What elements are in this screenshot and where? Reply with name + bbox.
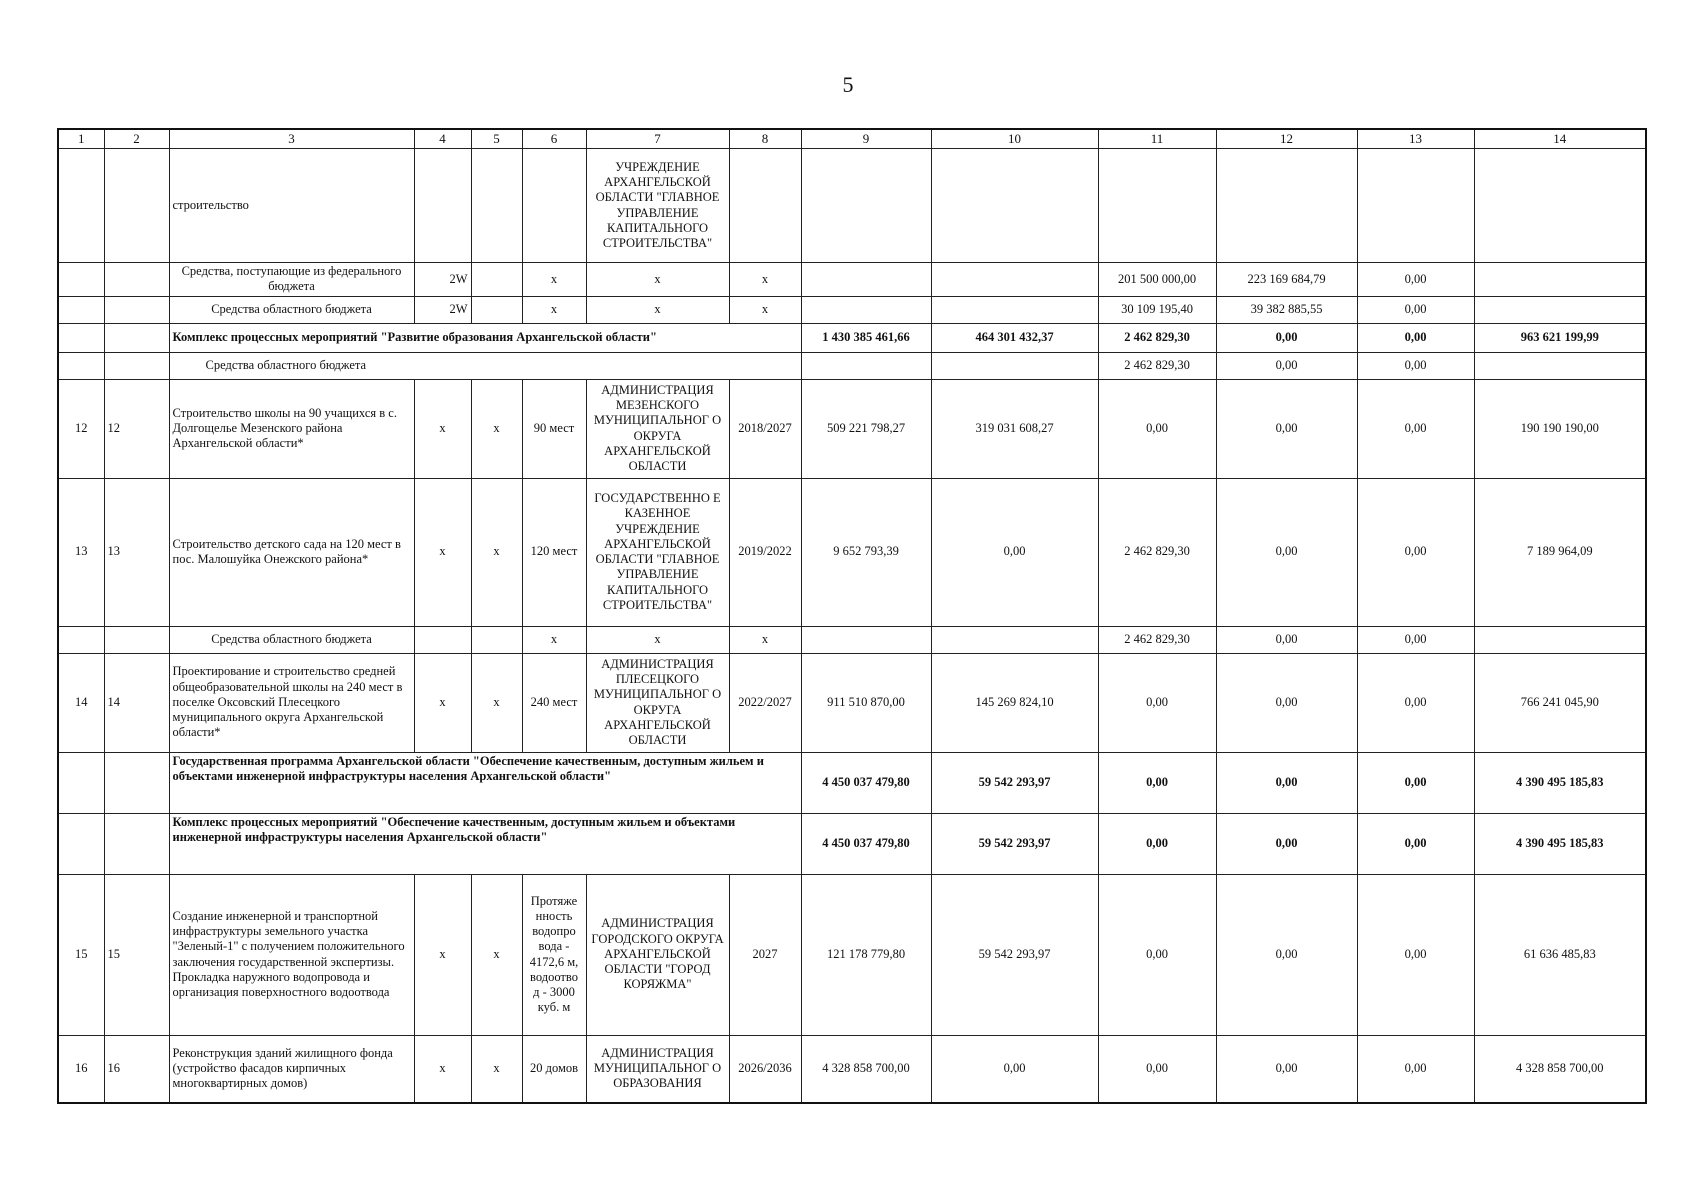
cell-col11: 30 109 195,40 [1098, 296, 1216, 323]
cell-capacity: 120 мест [522, 478, 586, 626]
cell-col13: 0,00 [1357, 352, 1474, 379]
cell-col12: 0,00 [1216, 813, 1357, 874]
col-header: 4 [414, 129, 471, 149]
responsible-org: x [586, 296, 729, 323]
col-header: 7 [586, 129, 729, 149]
cell-col9: 509 221 798,27 [801, 379, 931, 478]
cell-col11: 0,00 [1098, 752, 1216, 813]
cell-x: x [471, 653, 522, 752]
cell-col10: 319 031 608,27 [931, 379, 1098, 478]
cell-number: 13 [58, 478, 104, 626]
table-row [58, 874, 1646, 1035]
cell-col9: 121 178 779,80 [801, 874, 931, 1035]
cell-col14: 4 390 495 185,83 [1474, 813, 1646, 874]
cell-col10: 0,00 [931, 1035, 1098, 1103]
cell-period: x [729, 626, 801, 653]
cell-col12: 0,00 [1216, 379, 1357, 478]
row-description: строительство [169, 149, 414, 263]
col-header: 9 [801, 129, 931, 149]
budget-table [57, 128, 1647, 1104]
cell-col11: 2 462 829,30 [1098, 323, 1216, 352]
cell-col14: 963 621 199,99 [1474, 323, 1646, 352]
table-row [58, 323, 1646, 352]
row-description: Средства областного бюджета [169, 352, 801, 379]
col-header: 5 [471, 129, 522, 149]
cell-code: 2W [414, 263, 471, 297]
cell-col12: 0,00 [1216, 1035, 1357, 1103]
row-description: Реконструкция зданий жилищного фонда (устройство фасадов кирпичных многоквартирных домов) [169, 1035, 414, 1103]
cell-col9: 1 430 385 461,66 [801, 323, 931, 352]
col-header: 10 [931, 129, 1098, 149]
cell-col14: 61 636 485,83 [1474, 874, 1646, 1035]
cell-col10: 59 542 293,97 [931, 752, 1098, 813]
cell-col13: 0,00 [1357, 874, 1474, 1035]
cell-x: x [414, 379, 471, 478]
col-header: 14 [1474, 129, 1646, 149]
cell-col13: 0,00 [1357, 379, 1474, 478]
table-row [58, 626, 1646, 653]
cell-x: x [471, 1035, 522, 1103]
cell-col13: 0,00 [1357, 263, 1474, 297]
cell-col14: 190 190 190,00 [1474, 379, 1646, 478]
cell-col13: 0,00 [1357, 752, 1474, 813]
cell-x: x [414, 874, 471, 1035]
cell-col9: 4 328 858 700,00 [801, 1035, 931, 1103]
cell-col13: 0,00 [1357, 478, 1474, 626]
col-header: 2 [104, 129, 169, 149]
table-row [58, 752, 1646, 813]
cell-col12: 0,00 [1216, 752, 1357, 813]
cell-x: x [471, 379, 522, 478]
cell-col12: 39 382 885,55 [1216, 296, 1357, 323]
cell-number: 15 [104, 874, 169, 1035]
cell-col11: 2 462 829,30 [1098, 478, 1216, 626]
responsible-org: АДМИНИСТРАЦИЯ ПЛЕСЕЦКОГО МУНИЦИПАЛЬНОГ О ОКРУГА АРХАНГЕЛЬСКОЙ ОБЛАСТИ [586, 653, 729, 752]
cell-capacity: 90 мест [522, 379, 586, 478]
row-description: Строительство детского сада на 120 мест в пос. Малошуйка Онежского района* [169, 478, 414, 626]
cell-number: 13 [104, 478, 169, 626]
cell-col10: 59 542 293,97 [931, 874, 1098, 1035]
cell-number: 12 [58, 379, 104, 478]
cell-period: 2022/2027 [729, 653, 801, 752]
cell-col10: 59 542 293,97 [931, 813, 1098, 874]
cell-x: x [471, 478, 522, 626]
cell-col10: 145 269 824,10 [931, 653, 1098, 752]
cell-number: 16 [58, 1035, 104, 1103]
cell-col13: 0,00 [1357, 813, 1474, 874]
cell-col11: 2 462 829,30 [1098, 626, 1216, 653]
cell-col12: 0,00 [1216, 323, 1357, 352]
cell-col11: 0,00 [1098, 379, 1216, 478]
responsible-org: АДМИНИСТРАЦИЯ МУНИЦИПАЛЬНОГ О ОБРАЗОВАНИЯ [586, 1035, 729, 1103]
cell-x: x [414, 1035, 471, 1103]
cell-col9: 911 510 870,00 [801, 653, 931, 752]
cell-number: 12 [104, 379, 169, 478]
cell-col11: 0,00 [1098, 1035, 1216, 1103]
responsible-org: УЧРЕЖДЕНИЕ АРХАНГЕЛЬСКОЙ ОБЛАСТИ "ГЛАВНОЕ УПРАВЛЕНИЕ КАПИТАЛЬНОГО СТРОИТЕЛЬСТВА" [586, 149, 729, 263]
table-row [58, 149, 1646, 263]
table-row [58, 379, 1646, 478]
table-row [58, 296, 1646, 323]
responsible-org: АДМИНИСТРАЦИЯ ГОРОДСКОГО ОКРУГА АРХАНГЕЛЬСКОЙ ОБЛАСТИ "ГОРОД КОРЯЖМА" [586, 874, 729, 1035]
cell-number: 14 [104, 653, 169, 752]
cell-capacity: 240 мест [522, 653, 586, 752]
cell-col14: 4 390 495 185,83 [1474, 752, 1646, 813]
cell-col11: 0,00 [1098, 874, 1216, 1035]
cell-col10: 464 301 432,37 [931, 323, 1098, 352]
cell-col13: 0,00 [1357, 653, 1474, 752]
cell-col10: 0,00 [931, 478, 1098, 626]
row-description: Создание инженерной и транспортной инфраструктуры земельного участка "Зеленый-1" с получением положительного заключения государственной экспертизы. Прокладка наружного водопровода и организация поверхностного водоотвода [169, 874, 414, 1035]
cell-col11: 0,00 [1098, 813, 1216, 874]
table-row [58, 263, 1646, 297]
responsible-org: АДМИНИСТРАЦИЯ МЕЗЕНСКОГО МУНИЦИПАЛЬНОГ О ОКРУГА АРХАНГЕЛЬСКОЙ ОБЛАСТИ [586, 379, 729, 478]
section-title: Комплекс процессных мероприятий "Развитие образования Архангельской области" [169, 323, 801, 352]
cell-col14: 766 241 045,90 [1474, 653, 1646, 752]
cell-col11: 0,00 [1098, 653, 1216, 752]
cell-capacity: Протяже нность водопро вода - 4172,6 м, водоотво д - 3000 куб. м [522, 874, 586, 1035]
col-header: 12 [1216, 129, 1357, 149]
cell-x: x [471, 874, 522, 1035]
table-row [58, 653, 1646, 752]
cell-period: 2026/2036 [729, 1035, 801, 1103]
row-description: Средства, поступающие из федерального бюджета [169, 263, 414, 297]
row-description: Средства областного бюджета [169, 296, 414, 323]
cell-col12: 0,00 [1216, 352, 1357, 379]
cell-col12: 223 169 684,79 [1216, 263, 1357, 297]
col-header: 1 [58, 129, 104, 149]
row-description: Средства областного бюджета [169, 626, 414, 653]
cell-period: 2018/2027 [729, 379, 801, 478]
cell-x: x [414, 653, 471, 752]
table-row [58, 813, 1646, 874]
section-title: Государственная программа Архангельской области "Обеспечение качественным, доступным жильем и объектами инженерной инфраструктуры населения Архангельской области" [169, 752, 801, 813]
cell-col12: 0,00 [1216, 626, 1357, 653]
cell-period: x [729, 296, 801, 323]
cell-col9: 9 652 793,39 [801, 478, 931, 626]
responsible-org: ГОСУДАРСТВЕННО Е КАЗЕННОЕ УЧРЕЖДЕНИЕ АРХАНГЕЛЬСКОЙ ОБЛАСТИ "ГЛАВНОЕ УПРАВЛЕНИЕ КАПИТАЛЬНОГО СТРОИТЕЛЬСТВА" [586, 478, 729, 626]
table-row [58, 478, 1646, 626]
col-header: 11 [1098, 129, 1216, 149]
cell-capacity: x [522, 263, 586, 297]
cell-col12: 0,00 [1216, 653, 1357, 752]
cell-number: 14 [58, 653, 104, 752]
cell-capacity: x [522, 626, 586, 653]
cell-col9: 4 450 037 479,80 [801, 752, 931, 813]
row-description: Строительство школы на 90 учащихся в с. Долгощелье Мезенского района Архангельской области* [169, 379, 414, 478]
cell-period: 2027 [729, 874, 801, 1035]
row-description: Проектирование и строительство средней общеобразовательной школы на 240 мест в поселке Оксовский Плесецкого муниципального округа Архангельской области* [169, 653, 414, 752]
cell-col11: 2 462 829,30 [1098, 352, 1216, 379]
cell-capacity: x [522, 296, 586, 323]
cell-col13: 0,00 [1357, 1035, 1474, 1103]
cell-col13: 0,00 [1357, 296, 1474, 323]
cell-col9: 4 450 037 479,80 [801, 813, 931, 874]
cell-col13: 0,00 [1357, 323, 1474, 352]
section-title: Комплекс процессных мероприятий "Обеспечение качественным, доступным жильем и объектами инженерной инфраструктуры населения Архангельской области" [169, 813, 801, 874]
col-header: 13 [1357, 129, 1474, 149]
cell-number: 15 [58, 874, 104, 1035]
cell-col14: 7 189 964,09 [1474, 478, 1646, 626]
cell-period: 2019/2022 [729, 478, 801, 626]
header-row [58, 129, 1646, 149]
col-header: 6 [522, 129, 586, 149]
table-row [58, 352, 1646, 379]
table-row [58, 1035, 1646, 1103]
col-header: 3 [169, 129, 414, 149]
responsible-org: x [586, 626, 729, 653]
cell-col12: 0,00 [1216, 478, 1357, 626]
cell-col11: 201 500 000,00 [1098, 263, 1216, 297]
cell-col14: 4 328 858 700,00 [1474, 1035, 1646, 1103]
cell-x: x [414, 478, 471, 626]
cell-col12: 0,00 [1216, 874, 1357, 1035]
cell-number: 16 [104, 1035, 169, 1103]
cell-capacity: 20 домов [522, 1035, 586, 1103]
cell-col13: 0,00 [1357, 626, 1474, 653]
page-number: 5 [842, 72, 854, 97]
responsible-org: x [586, 263, 729, 297]
col-header: 8 [729, 129, 801, 149]
cell-period: x [729, 263, 801, 297]
cell-code: 2W [414, 296, 471, 323]
